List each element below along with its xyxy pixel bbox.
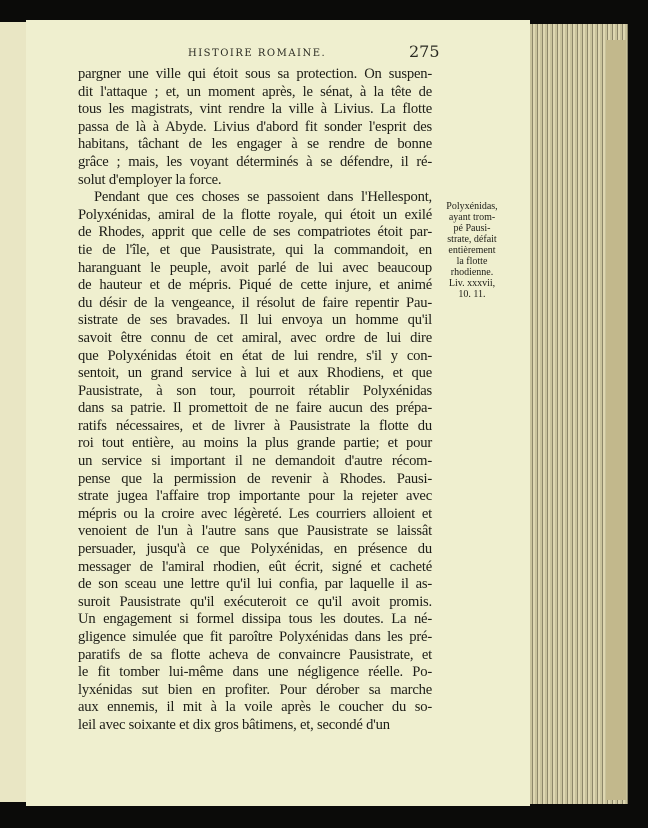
text-line: strate jugea l'affaire trop importante pour la rejeter avec — [78, 488, 432, 505]
text-line: ratifs nécessaires, et de livrer à Pausistrate la flotte du — [78, 417, 432, 434]
text-line: Pausistrate, à son tour, pourroit rétablir Polyxénidas — [78, 382, 432, 399]
text-line: Polyxénidas, amiral de la flotte royale, qui étoit un exilé — [78, 206, 432, 223]
text-line: dans sa patrie. Il promettoit de ne faire aucun des prépa- — [78, 400, 432, 417]
book-cover-edge — [606, 40, 626, 800]
text-line: que Polyxénidas étoit en état de lui rendre, s'il y con- — [78, 347, 432, 364]
text-line: venoient de l'un à l'autre sans que Pausistrate se laissât — [78, 523, 432, 540]
text-line: du désir de la vengeance, il résolut de faire repentir Pau- — [78, 294, 432, 311]
body-text — [78, 66, 432, 735]
text-line: solut d'employer la force. — [78, 171, 222, 188]
text-line: suroit Pausistrate qu'il exécuteroit ce qu'il avoit promis. — [78, 593, 432, 610]
text-line: pense que la permission de revenir à Rhodes. Pausi- — [78, 470, 432, 487]
margin-note-line: 10. 11. — [458, 289, 486, 300]
text-line: pargner une ville qui étoit sous sa protection. On suspen- — [78, 66, 432, 82]
running-title: HISTOIRE ROMAINE. — [188, 48, 327, 59]
text-line: grâce ; mais, les voyant déterminés à se défendre, il ré- — [78, 153, 432, 170]
text-line: habitans, tâchant de les engager à se rendre de bonne — [78, 136, 432, 153]
text-line: sistrate de ses bravades. Il lui envoya un homme qu'il — [78, 312, 432, 329]
text-line: savoit être connu de cet amiral, avec ordre de lui dire — [78, 329, 432, 346]
facing-page-edge — [0, 22, 28, 802]
text-line: leil avec soixante et dix gros bâtimens, et, secondé d'un — [78, 716, 390, 733]
margin-note-line: la flotte — [456, 256, 488, 267]
text-line: un service si important il ne demandoit d'autre récom- — [78, 453, 432, 470]
text-line: paratifs de sa flotte acheva de convaincre Pausistrate, et — [78, 646, 432, 663]
text-line: messager de l'amiral rhodien, eût écrit, signé et cacheté — [78, 558, 432, 575]
text-line: roi tout entière, au moins la plus grande partie; et pour — [78, 435, 432, 452]
text-line: aux ennemis, il mit à la voile après le coucher du so- — [78, 699, 432, 716]
text-line: de Rhodes, apprit que celle de ses compatriotes étoit par- — [78, 224, 432, 241]
text-line: le fit tomber lui-même dans une négligence réelle. Po- — [78, 664, 432, 681]
text-line: gligence simulée que fit paroître Polyxénidas dans les pré- — [78, 629, 432, 645]
text-line: mépris ou la croire avec légèreté. Les courriers alloient et — [78, 505, 432, 522]
margin-note-line: entièrement — [448, 245, 496, 256]
text-line: lyxénidas sut bien en profiter. Pour dérober sa marche — [78, 681, 432, 698]
text-line: tous les magistrats, vint rendre la ville à Livius. La flotte — [78, 101, 432, 118]
margin-note-line: Liv. xxxvii, — [448, 278, 496, 289]
margin-note-line: pé Pausi- — [453, 223, 491, 234]
text-line: de hauteur et de mépris. Piqué de cette injure, et animé — [78, 277, 432, 294]
text-line: haranguant le peuple, avoit parlé de lui avec beaucoup — [78, 259, 432, 276]
text-line: persuader, jusqu'à ce que Polyxénidas, en présence du — [78, 541, 432, 558]
text-line: tie de l'île, et que Pausistrate, qui la commandoit, en — [78, 241, 432, 258]
margin-note-line: ayant trom- — [448, 212, 496, 223]
text-line: passa de là à Abyde. Livius d'abord fit sonder l'esprit des — [78, 118, 432, 135]
page-number: 275 — [409, 42, 440, 61]
text-line: sentoit, un grand service à lui et aux Rhodiens, et que — [78, 365, 432, 382]
margin-note-line: Polyxénidas, — [446, 201, 498, 212]
margin-note — [440, 201, 504, 300]
text-line: dit l'attaque ; et, un moment après, le sénat, à la tête de — [78, 83, 432, 100]
text-line: Un engagement si formel dissipa tous les doutes. La né- — [78, 611, 432, 628]
margin-note-line: strate, défait — [447, 234, 497, 245]
text-line: Pendant que ces choses se passoient dans l'Hellespont, — [94, 189, 432, 206]
text-line: de son sceau une lettre qu'il lui confia, par laquelle il as- — [78, 576, 432, 593]
margin-note-line: rhodienne. — [450, 267, 494, 278]
